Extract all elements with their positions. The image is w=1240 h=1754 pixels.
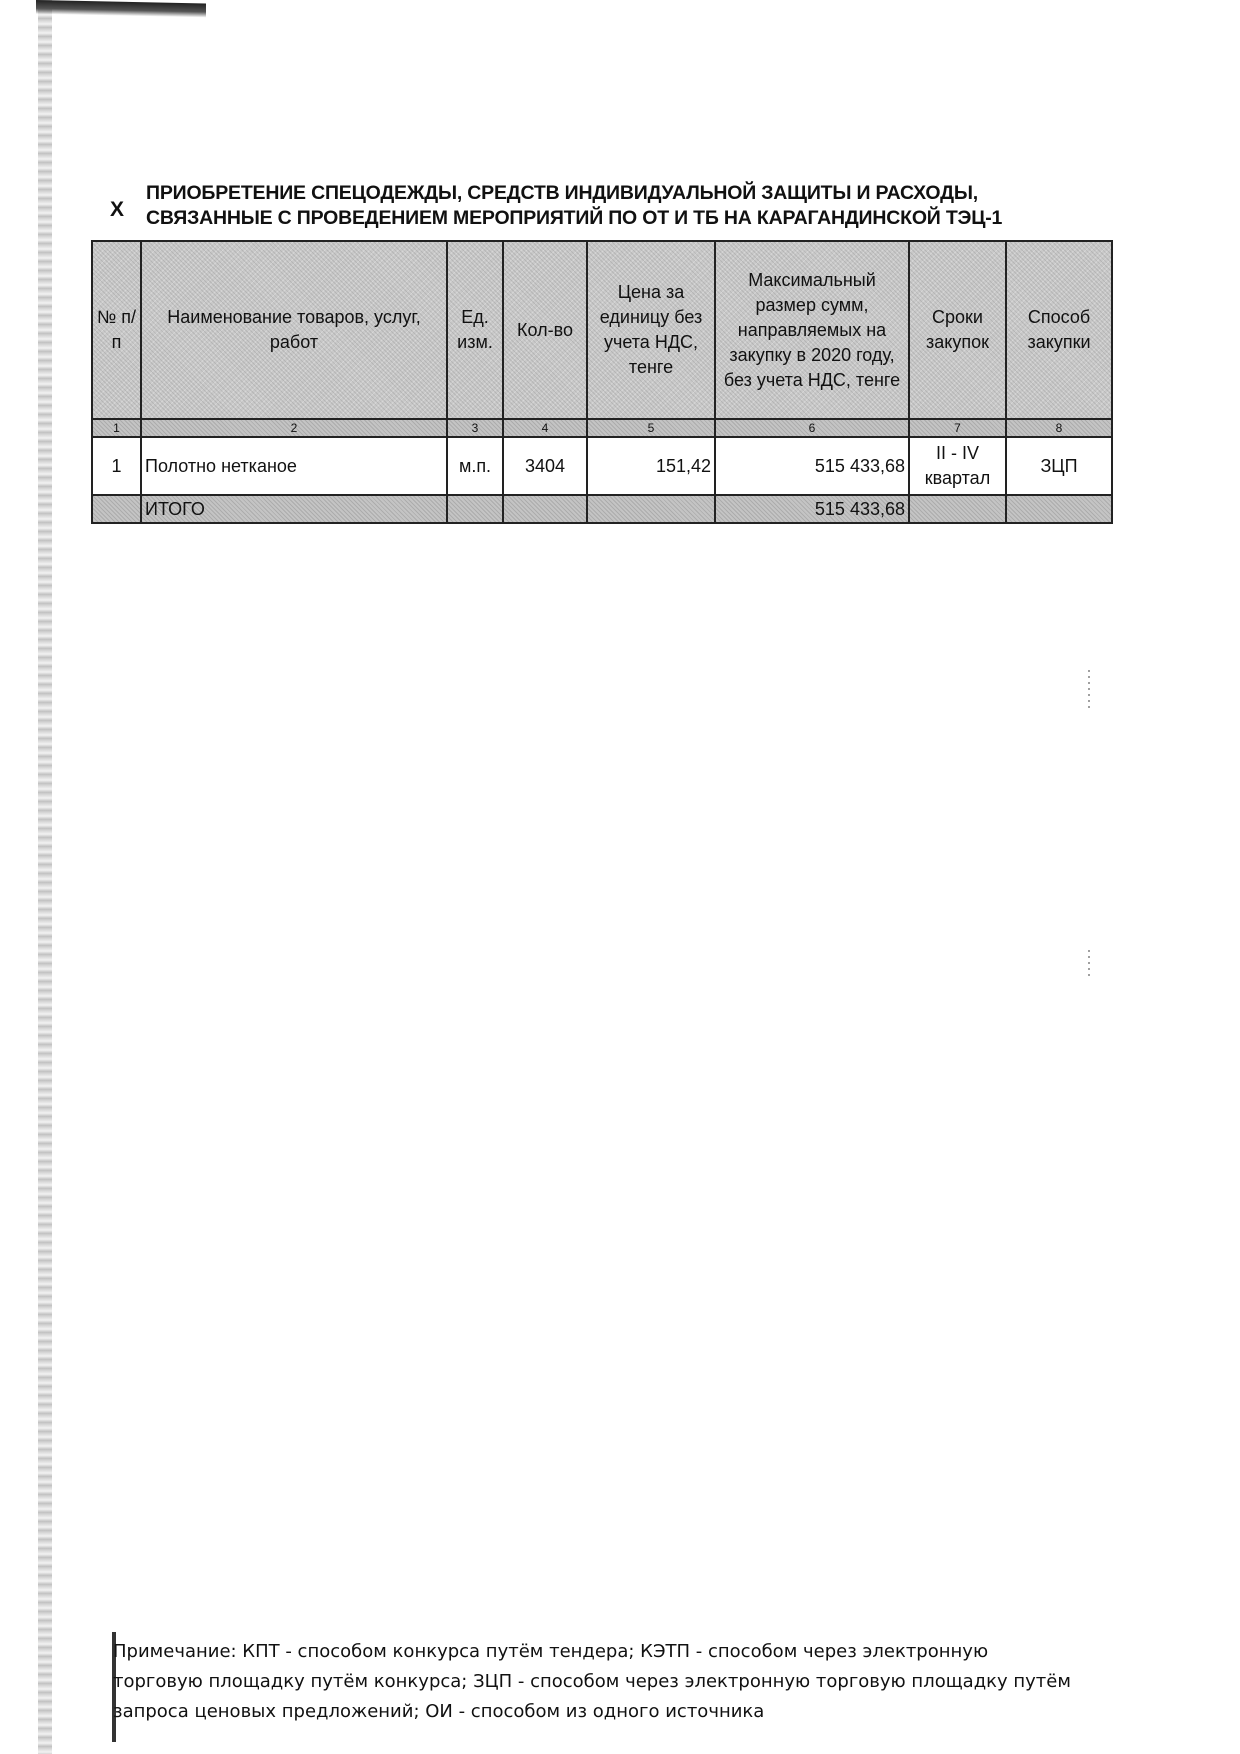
purchase-table bbox=[91, 240, 1113, 524]
header-cell: Кол-во bbox=[503, 241, 587, 419]
section-title bbox=[146, 181, 1106, 231]
section-marker: X bbox=[110, 198, 125, 221]
item-method: ЗЦП bbox=[1006, 437, 1112, 495]
scan-corner-artifact bbox=[36, 0, 206, 18]
column-number: 4 bbox=[503, 419, 587, 437]
total-empty-cell bbox=[92, 495, 141, 523]
header-cell: Ед. изм. bbox=[447, 241, 503, 419]
column-number: 3 bbox=[447, 419, 503, 437]
column-number: 1 bbox=[92, 419, 141, 437]
header-cell: Максимальный размер сумм, направляемых на закупку в 2020 году, без учета НДС, тенге bbox=[715, 241, 909, 419]
footnote bbox=[113, 1637, 1113, 1727]
item-unit-price: 151,42 bbox=[587, 437, 715, 495]
item-period-line-1: II - IV bbox=[935, 443, 979, 463]
total-row bbox=[92, 495, 1112, 523]
item-max-amount: 515 433,68 bbox=[715, 437, 909, 495]
footnote-line-3: запроса ценовых предложений; ОИ - способом из одного источника bbox=[113, 1701, 765, 1722]
column-number-row bbox=[92, 419, 1112, 437]
header-cell: № п/п bbox=[92, 241, 141, 419]
total-empty-cell bbox=[503, 495, 587, 523]
item-unit: м.п. bbox=[447, 437, 503, 495]
header-cell: Способ закупки bbox=[1006, 241, 1112, 419]
total-amount: 515 433,68 bbox=[715, 495, 909, 523]
total-label: ИТОГО bbox=[141, 495, 447, 523]
total-empty-cell bbox=[1006, 495, 1112, 523]
table-row bbox=[92, 437, 1112, 495]
column-number: 7 bbox=[909, 419, 1006, 437]
column-number: 5 bbox=[587, 419, 715, 437]
scan-edge-artifact bbox=[38, 0, 52, 1754]
column-number: 6 bbox=[715, 419, 909, 437]
total-empty-cell bbox=[447, 495, 503, 523]
total-empty-cell bbox=[587, 495, 715, 523]
item-period-line-2: квартал bbox=[924, 468, 991, 488]
column-number: 8 bbox=[1006, 419, 1112, 437]
item-period bbox=[909, 437, 1006, 495]
column-number: 2 bbox=[141, 419, 447, 437]
footnote-line-2: торговую площадку путём конкурса; ЗЦП - способом через электронную торговую площадку путём bbox=[113, 1671, 1071, 1692]
header-cell: Цена за единицу без учета НДС, тенге bbox=[587, 241, 715, 419]
total-empty-cell bbox=[909, 495, 1006, 523]
header-cell: Наименование товаров, услуг, работ bbox=[141, 241, 447, 419]
row-number: 1 bbox=[92, 437, 141, 495]
section-title-line-1: ПРИОБРЕТЕНИЕ СПЕЦОДЕЖДЫ, СРЕДСТВ ИНДИВИДУАЛЬНОЙ ЗАЩИТЫ И РАСХОДЫ, bbox=[146, 182, 978, 204]
item-name: Полотно нетканое bbox=[141, 437, 447, 495]
scan-dots-artifact bbox=[1088, 670, 1090, 710]
table-header-row bbox=[92, 241, 1112, 419]
section-title-line-2: СВЯЗАННЫЕ С ПРОВЕДЕНИЕМ МЕРОПРИЯТИЙ ПО ОТ И ТБ НА КАРАГАНДИНСКОЙ ТЭЦ-1 bbox=[146, 207, 1003, 229]
item-quantity: 3404 bbox=[503, 437, 587, 495]
header-cell: Сроки закупок bbox=[909, 241, 1006, 419]
scan-dots-artifact bbox=[1088, 950, 1090, 980]
footnote-line-1: Примечание: КПТ - способом конкурса путём тендера; КЭТП - способом через электронную bbox=[113, 1641, 989, 1662]
